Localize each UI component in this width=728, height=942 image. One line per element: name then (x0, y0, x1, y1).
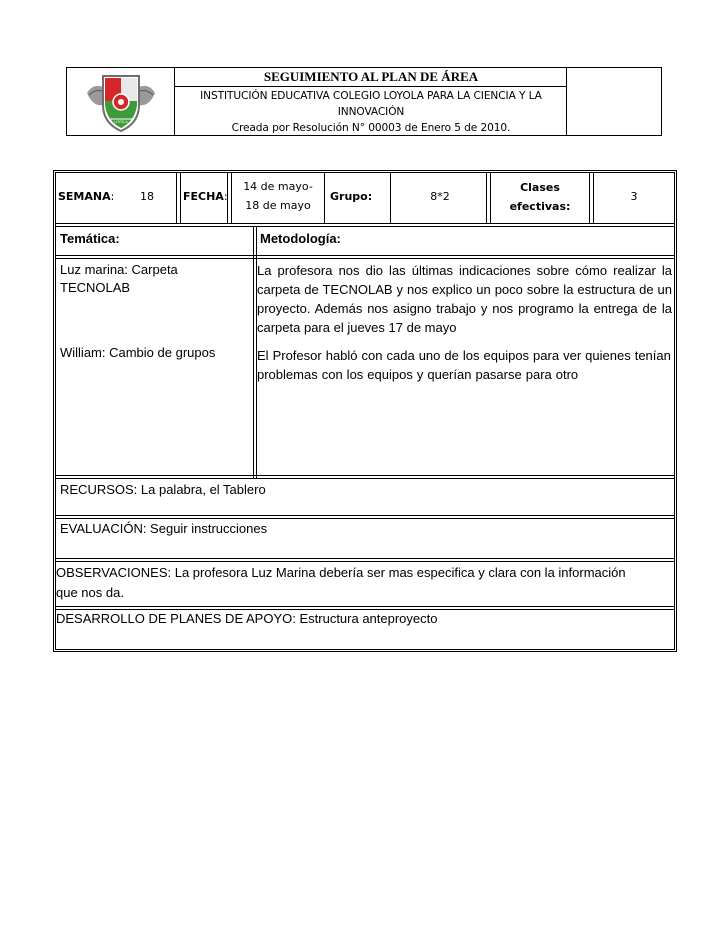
metodologia-entry-2: El Profesor habló con cada uno de los equipos para ver quienes tenían problemas con los equipos y querían pasarse para otro (257, 348, 671, 382)
title-cell (175, 68, 567, 135)
tematica-entry-1: Luz marina: Carpeta TECNOLAB (60, 262, 178, 295)
metodologia-header: Metodología: (260, 231, 341, 246)
tracking-table (53, 170, 677, 652)
grupo-label: Grupo: (330, 190, 373, 203)
clases-efectivas-label: Clases efectivas: (509, 181, 571, 213)
fecha-value: 14 de mayo- 18 de mayo (243, 180, 313, 212)
evaluacion-text: EVALUACIÓN: Seguir instrucciones (60, 521, 268, 536)
grupo-value: 8*2 (430, 190, 450, 203)
semana-value: 18 (140, 190, 154, 203)
tematica-entry-2: William: Cambio de grupos (60, 345, 216, 360)
semana-label: SEMANA: (58, 190, 115, 203)
resolution-text: Creada por Resolución N° 00003 de Enero 5 de 2010. (231, 122, 511, 134)
recursos-text: RECURSOS: La palabra, el Tablero (60, 482, 266, 497)
header-table (66, 67, 662, 136)
observaciones-text: OBSERVACIONES: La profesora Luz Marina debería ser mas especifica y clara con la información que nos da. (56, 565, 626, 600)
institution-name: INSTITUCIÓN EDUCATIVA COLEGIO LOYOLA PARA LA CIENCIA Y LA INNOVACIÓN (200, 90, 542, 118)
desarrollo-text: DESARROLLO DE PLANES DE APOYO: Estructura anteproyecto (56, 611, 438, 626)
metodologia-entry-1: La profesora nos dio las últimas indicaciones sobre cómo realizar la carpeta de TECNOLAB y nos explico un poco sobre la estructura de un proyecto. Además nos asigno trabajo y nos programo la entrega de la carpeta para el jueves 17 de mayo (257, 263, 672, 335)
clases-efectivas-value: 3 (630, 190, 638, 203)
logo-cell (67, 68, 175, 135)
document-title: SEGUIMIENTO AL PLAN DE ÁREA (175, 68, 567, 87)
tematica-header: Temática: (60, 231, 120, 246)
fecha-label: FECHA: (183, 190, 228, 203)
svg-text:LOYOLA: LOYOLA (114, 120, 128, 124)
school-shield-logo (85, 71, 157, 133)
